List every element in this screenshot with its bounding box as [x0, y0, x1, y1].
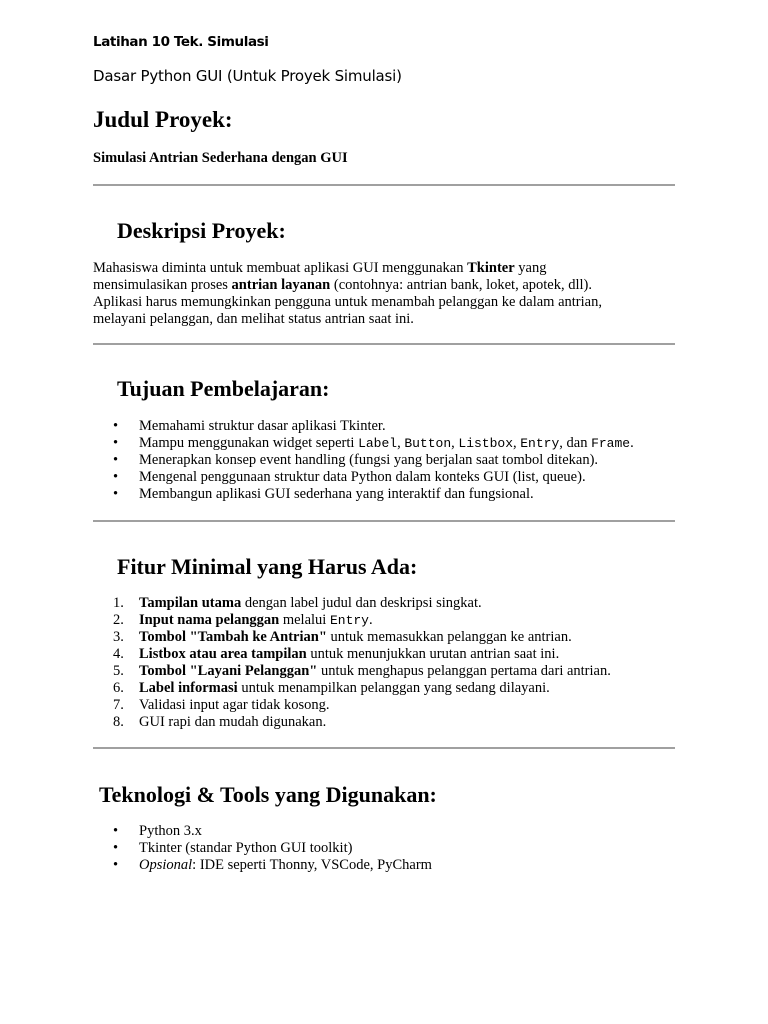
list-item-bold: Tombol "Layani Pelanggan" — [139, 663, 318, 679]
header-topic-title: Dasar Python GUI (Untuk Proyek Simulasi) — [93, 67, 402, 85]
deskripsi-text: melayani pelanggan, dan melihat status antrian saat ini. — [93, 311, 414, 327]
list-item — [93, 646, 675, 663]
list-item — [93, 663, 675, 680]
deskripsi-paragraph — [93, 260, 675, 328]
list-item-bold: Listbox atau area tampilan — [139, 646, 307, 662]
list-item-text: untuk menunjukkan urutan antrian saat ini. — [306, 646, 560, 662]
list-item-bold: Tombol "Tambah ke Antrian" — [139, 629, 327, 645]
list-item — [93, 612, 675, 629]
list-item — [93, 823, 675, 840]
list-item-text: Mengenal penggunaan struktur data Python dalam konteks GUI (list, queue). — [139, 469, 586, 485]
list-item-text: untuk memasukkan pelanggan ke antrian. — [326, 629, 572, 645]
deskripsi-heading: Deskripsi Proyek: — [117, 218, 286, 243]
list-number: 6. — [113, 680, 124, 696]
list-number: 3. — [113, 629, 124, 645]
deskripsi-text: mensimulasikan proses — [93, 277, 232, 293]
list-number: 7. — [113, 697, 124, 713]
list-item-text: Tkinter (standar Python GUI toolkit) — [139, 840, 353, 856]
code-label: Label — [358, 436, 398, 451]
list-item-text: : IDE seperti Thonny, VSCode, PyCharm — [192, 857, 432, 873]
code-listbox: Listbox — [458, 436, 513, 451]
period: . — [368, 612, 373, 628]
list-item — [93, 469, 675, 486]
list-item — [93, 857, 675, 874]
divider-3 — [93, 520, 675, 522]
list-item-bold: Label informasi — [139, 680, 238, 696]
bullet-marker: • — [113, 452, 119, 468]
divider-2 — [93, 343, 675, 345]
list-number: 5. — [113, 663, 124, 679]
deskripsi-text: yang — [514, 260, 547, 276]
list-item-text: Menerapkan konsep event handling (fungsi yang berjalan saat tombol ditekan). — [139, 452, 599, 468]
fitur-list — [93, 595, 675, 731]
list-item-text: Validasi input agar tidak kosong. — [139, 697, 330, 713]
separator: , — [513, 435, 521, 451]
bullet-marker: • — [113, 469, 119, 485]
deskripsi-text: Aplikasi harus memungkinkan pengguna untuk menambah pelanggan ke dalam antrian, — [93, 294, 602, 310]
separator: , dan — [559, 435, 592, 451]
list-item — [93, 595, 675, 612]
header-course-title: Latihan 10 Tek. Simulasi — [93, 34, 269, 50]
list-item — [93, 435, 675, 452]
list-item — [93, 680, 675, 697]
list-number: 4. — [113, 646, 124, 662]
divider-1 — [93, 184, 675, 186]
separator: , — [397, 435, 405, 451]
list-item-text: GUI rapi dan mudah digunakan. — [139, 714, 327, 730]
tujuan-heading: Tujuan Pembelajaran: — [117, 376, 330, 401]
list-item — [93, 840, 675, 857]
code-frame: Frame — [591, 436, 631, 451]
divider-4 — [93, 747, 675, 749]
period: . — [630, 435, 634, 451]
list-item-text: untuk menghapus pelanggan pertama dari antrian. — [317, 663, 611, 679]
deskripsi-bold-antrian: antrian layanan — [231, 277, 331, 293]
list-item-text: Mampu menggunakan widget seperti — [139, 435, 359, 451]
list-item-text: Memahami struktur dasar aplikasi Tkinter. — [139, 418, 386, 434]
deskripsi-bold-tkinter: Tkinter — [467, 260, 515, 276]
list-item — [93, 629, 675, 646]
code-button: Button — [404, 436, 452, 451]
bullet-marker: • — [113, 823, 119, 839]
deskripsi-text: (contohnya: antrian bank, loket, apotek, dll). — [330, 277, 592, 293]
list-item-text: melalui — [279, 612, 330, 628]
teknologi-heading: Teknologi & Tools yang Digunakan: — [99, 782, 437, 807]
list-item — [93, 486, 675, 503]
code-entry: Entry — [520, 436, 560, 451]
list-item-bold: Tampilan utama — [139, 595, 242, 611]
opsional-label: Opsional — [139, 857, 193, 873]
list-item-text: Python 3.x — [139, 823, 202, 839]
list-item-text: Membangun aplikasi GUI sederhana yang interaktif dan fungsional. — [139, 486, 534, 502]
list-item — [93, 418, 675, 435]
judul-heading: Judul Proyek: — [93, 107, 233, 132]
list-item — [93, 452, 675, 469]
list-item-text: untuk menampilkan pelanggan yang sedang dilayani. — [237, 680, 550, 696]
separator: , — [451, 435, 459, 451]
deskripsi-text: Mahasiswa diminta untuk membuat aplikasi GUI menggunakan — [93, 260, 468, 276]
list-number: 8. — [113, 714, 124, 730]
list-item-text: dengan label judul dan deskripsi singkat. — [241, 595, 482, 611]
bullet-marker: • — [113, 435, 119, 451]
list-number: 2. — [113, 612, 124, 628]
fitur-heading: Fitur Minimal yang Harus Ada: — [117, 554, 418, 579]
code-entry: Entry — [329, 613, 369, 628]
bullet-marker: • — [113, 840, 119, 856]
list-item-bold: Input nama pelanggan — [139, 612, 280, 628]
teknologi-list — [93, 823, 675, 874]
list-item — [93, 714, 675, 731]
bullet-marker: • — [113, 486, 119, 502]
list-number: 1. — [113, 595, 124, 611]
bullet-marker: • — [113, 857, 119, 873]
list-item — [93, 697, 675, 714]
tujuan-list — [93, 418, 675, 503]
project-title: Simulasi Antrian Sederhana dengan GUI — [93, 150, 348, 166]
bullet-marker: • — [113, 418, 119, 434]
